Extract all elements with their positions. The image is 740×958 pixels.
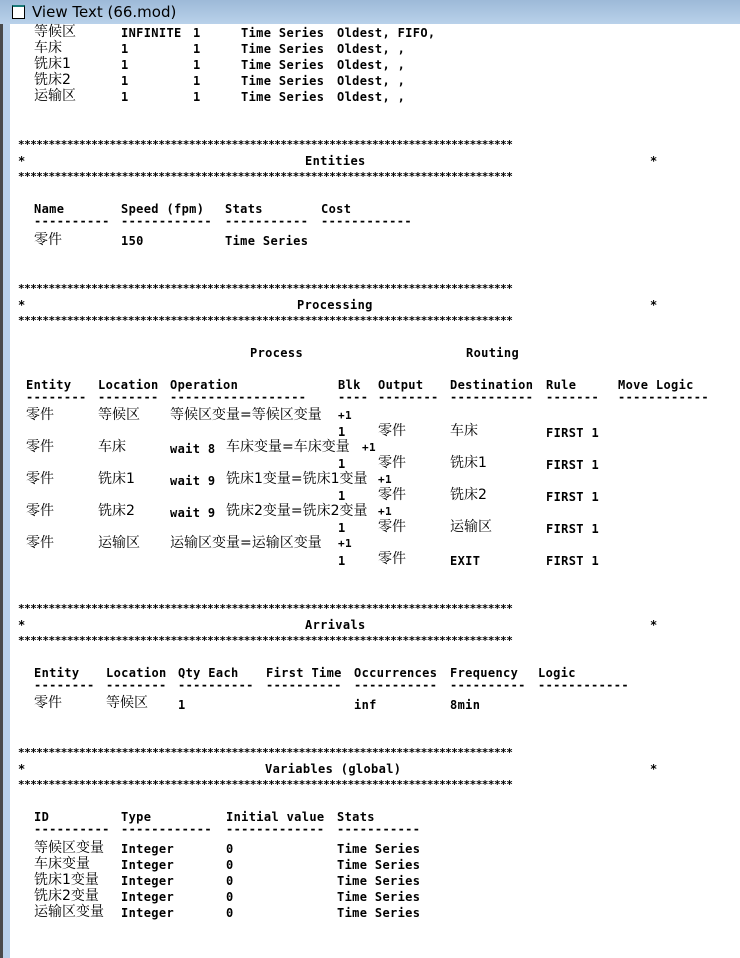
operation-text: 等候区变量=等候区变量 xyxy=(170,407,322,423)
column-rule: ------------ xyxy=(538,678,629,692)
routing-destination: 铣床1 xyxy=(450,455,487,471)
routing-destination: EXIT xyxy=(450,554,481,568)
location-name: 铣床2 xyxy=(34,72,71,88)
variable-stats: Time Series xyxy=(337,874,421,888)
location-name: 车床 xyxy=(34,40,62,56)
section-title: Arrivals xyxy=(305,618,366,632)
variable-type: Integer xyxy=(121,858,175,872)
operation-suffix: +1 xyxy=(378,505,392,518)
operation-prefix: wait 9 xyxy=(170,474,216,488)
column-header: Location xyxy=(98,378,159,392)
column-header: Entity xyxy=(34,666,80,680)
variable-initial: 0 xyxy=(226,858,234,872)
column-rule: ------------ xyxy=(618,390,709,404)
section-title: Processing xyxy=(297,298,373,312)
location-name: 等候区 xyxy=(34,24,76,40)
column-header: Initial value xyxy=(226,810,325,824)
banner-stars-top: ********************************************************************************* xyxy=(18,138,513,151)
variable-id: 铣床1变量 xyxy=(34,872,99,888)
window-title: View Text (66.mod) xyxy=(32,3,177,21)
column-header: Rule xyxy=(546,378,577,392)
column-rule: ---- xyxy=(338,390,369,404)
section-title: Entities xyxy=(305,154,366,168)
column-header: Blk xyxy=(338,378,361,392)
operation-prefix: wait 9 xyxy=(170,506,216,520)
variable-id: 运输区变量 xyxy=(34,904,104,920)
banner-edge-left: * xyxy=(18,154,26,168)
banner-stars-top: ********************************************************************************* xyxy=(18,282,513,295)
operation-suffix: +1 xyxy=(338,409,352,422)
routing-blk: 1 xyxy=(338,521,346,535)
routing-blk: 1 xyxy=(338,554,346,568)
process-entity: 零件 xyxy=(26,439,54,455)
location-units: 1 xyxy=(193,26,201,40)
column-header: First Time xyxy=(266,666,342,680)
column-header: ID xyxy=(34,810,50,824)
location-cap: INFINITE xyxy=(121,26,182,40)
banner-edge-right: * xyxy=(650,762,658,776)
variable-initial: 0 xyxy=(226,874,234,888)
column-rule: ----------- xyxy=(450,390,534,404)
column-header: Output xyxy=(378,378,424,392)
routing-rule: FIRST 1 xyxy=(546,426,600,440)
location-cap: 1 xyxy=(121,58,129,72)
routing-destination: 车床 xyxy=(450,423,478,439)
process-location: 车床 xyxy=(98,439,126,455)
variable-stats: Time Series xyxy=(337,906,421,920)
banner-edge-left: * xyxy=(18,618,26,632)
routing-blk: 1 xyxy=(338,425,346,439)
routing-output: 零件 xyxy=(378,551,406,567)
column-header: Entity xyxy=(26,378,72,392)
routing-output: 零件 xyxy=(378,519,406,535)
routing-rule: FIRST 1 xyxy=(546,490,600,504)
column-rule: -------- xyxy=(378,390,439,404)
column-rule: ------------- xyxy=(226,822,325,836)
routing-output: 零件 xyxy=(378,487,406,503)
process-location: 运输区 xyxy=(98,535,140,551)
location-name: 运输区 xyxy=(34,88,76,104)
operation-suffix: +1 xyxy=(338,537,352,550)
column-header: Logic xyxy=(538,666,576,680)
process-entity: 零件 xyxy=(26,471,54,487)
routing-destination: 运输区 xyxy=(450,519,492,535)
window-icon[interactable] xyxy=(12,5,25,19)
variable-type: Integer xyxy=(121,842,175,856)
entity-speed: 150 xyxy=(121,234,144,248)
column-header: Qty Each xyxy=(178,666,239,680)
title-bar[interactable] xyxy=(0,0,740,24)
column-rule: -------- xyxy=(106,678,167,692)
location-stats: Time Series xyxy=(241,26,325,40)
arrival-frequency: 8min xyxy=(450,698,481,712)
location-stats: Time Series xyxy=(241,74,325,88)
process-entity: 零件 xyxy=(26,407,54,423)
operation-text: 运输区变量=运输区变量 xyxy=(170,535,322,551)
banner-stars-bottom: ********************************************************************************* xyxy=(18,634,513,647)
column-rule: ---------- xyxy=(178,678,254,692)
operation-text: 铣床2变量=铣床2变量 xyxy=(226,503,368,519)
routing-blk: 1 xyxy=(338,489,346,503)
column-rule: ------------ xyxy=(121,214,212,228)
column-header: Type xyxy=(121,810,152,824)
column-header: Operation xyxy=(170,378,239,392)
variable-initial: 0 xyxy=(226,906,234,920)
arrival-qty: 1 xyxy=(178,698,186,712)
variable-id: 车床变量 xyxy=(34,856,90,872)
column-header: Destination xyxy=(450,378,534,392)
column-header: Location xyxy=(106,666,167,680)
group-header-process: Process xyxy=(250,346,304,360)
column-rule: ------- xyxy=(546,390,600,404)
location-rules: Oldest, , xyxy=(337,74,406,88)
variable-id: 等候区变量 xyxy=(34,840,104,856)
process-location: 铣床2 xyxy=(98,503,135,519)
operation-suffix: +1 xyxy=(378,473,392,486)
process-location: 铣床1 xyxy=(98,471,135,487)
location-units: 1 xyxy=(193,58,201,72)
arrival-location: 等候区 xyxy=(106,695,148,711)
location-cap: 1 xyxy=(121,42,129,56)
banner-stars-bottom: ********************************************************************************* xyxy=(18,778,513,791)
column-rule: ---------- xyxy=(34,822,110,836)
routing-destination: 铣床2 xyxy=(450,487,487,503)
column-header: Speed (fpm) xyxy=(121,202,205,216)
variable-initial: 0 xyxy=(226,842,234,856)
operation-prefix: wait 8 xyxy=(170,442,216,456)
column-rule: ------------ xyxy=(321,214,412,228)
process-location: 等候区 xyxy=(98,407,140,423)
column-header: Cost xyxy=(321,202,352,216)
location-rules: Oldest, FIFO, xyxy=(337,26,436,40)
entity-name: 零件 xyxy=(34,232,62,248)
column-rule: ---------- xyxy=(450,678,526,692)
location-cap: 1 xyxy=(121,90,129,104)
banner-edge-right: * xyxy=(650,298,658,312)
routing-blk: 1 xyxy=(338,457,346,471)
column-rule: -------- xyxy=(26,390,87,404)
routing-rule: FIRST 1 xyxy=(546,522,600,536)
routing-output: 零件 xyxy=(378,455,406,471)
location-rules: Oldest, , xyxy=(337,90,406,104)
column-header: Frequency xyxy=(450,666,519,680)
variable-type: Integer xyxy=(121,874,175,888)
banner-stars-bottom: ********************************************************************************* xyxy=(18,314,513,327)
column-header: Move Logic xyxy=(618,378,694,392)
column-header: Occurrences xyxy=(354,666,438,680)
column-rule: ---------- xyxy=(266,678,342,692)
column-rule: ----------- xyxy=(354,678,438,692)
location-cap: 1 xyxy=(121,74,129,88)
routing-rule: FIRST 1 xyxy=(546,458,600,472)
variable-stats: Time Series xyxy=(337,842,421,856)
banner-stars-top: ********************************************************************************* xyxy=(18,602,513,615)
variable-type: Integer xyxy=(121,890,175,904)
location-rules: Oldest, , xyxy=(337,42,406,56)
location-name: 铣床1 xyxy=(34,56,71,72)
operation-suffix: +1 xyxy=(362,441,376,454)
column-rule: ------------------ xyxy=(170,390,307,404)
section-title: Variables (global) xyxy=(265,762,402,776)
column-header: Stats xyxy=(225,202,263,216)
location-stats: Time Series xyxy=(241,90,325,104)
routing-rule: FIRST 1 xyxy=(546,554,600,568)
column-rule: -------- xyxy=(34,678,95,692)
variable-stats: Time Series xyxy=(337,890,421,904)
variable-stats: Time Series xyxy=(337,858,421,872)
banner-stars-bottom: ********************************************************************************* xyxy=(18,170,513,183)
location-stats: Time Series xyxy=(241,42,325,56)
arrival-entity: 零件 xyxy=(34,695,62,711)
location-units: 1 xyxy=(193,42,201,56)
variable-type: Integer xyxy=(121,906,175,920)
text-view[interactable] xyxy=(10,24,740,958)
left-border-stripe xyxy=(3,24,10,958)
banner-edge-right: * xyxy=(650,618,658,632)
banner-edge-left: * xyxy=(18,298,26,312)
variable-id: 铣床2变量 xyxy=(34,888,99,904)
variable-initial: 0 xyxy=(226,890,234,904)
process-entity: 零件 xyxy=(26,503,54,519)
group-header-routing: Routing xyxy=(466,346,520,360)
banner-stars-top: ********************************************************************************* xyxy=(18,746,513,759)
location-rules: Oldest, , xyxy=(337,58,406,72)
entity-stats: Time Series xyxy=(225,234,309,248)
process-entity: 零件 xyxy=(26,535,54,551)
column-rule: ----------- xyxy=(225,214,309,228)
column-rule: -------- xyxy=(98,390,159,404)
column-rule: ------------ xyxy=(121,822,212,836)
location-units: 1 xyxy=(193,74,201,88)
column-header: Stats xyxy=(337,810,375,824)
location-stats: Time Series xyxy=(241,58,325,72)
operation-text: 车床变量=车床变量 xyxy=(226,439,350,455)
column-rule: ----------- xyxy=(337,822,421,836)
arrival-occurrences: inf xyxy=(354,698,377,712)
column-rule: ---------- xyxy=(34,214,110,228)
banner-edge-left: * xyxy=(18,762,26,776)
location-units: 1 xyxy=(193,90,201,104)
operation-text: 铣床1变量=铣床1变量 xyxy=(226,471,368,487)
column-header: Name xyxy=(34,202,65,216)
banner-edge-right: * xyxy=(650,154,658,168)
routing-output: 零件 xyxy=(378,423,406,439)
